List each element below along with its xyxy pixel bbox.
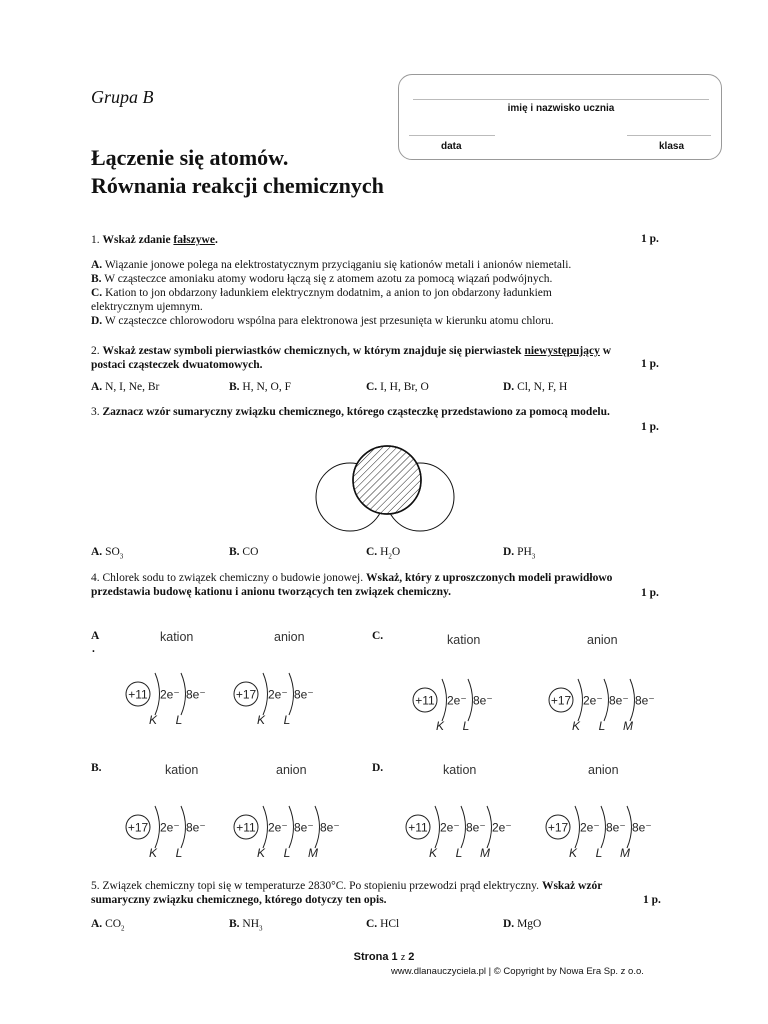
model-c-anion-shell-electrons: 8e⁻ <box>609 693 629 708</box>
model-d-anion-shell-electrons: 8e⁻ <box>632 820 652 835</box>
model-b-anion-label: anion <box>276 763 307 777</box>
q1-option-b[interactable]: B. W cząsteczce amoniaku atomy wodoru łączą się z atomem azotu za pomocą wiązań podwójnych. <box>91 273 553 285</box>
model-b-anion-shell-arc <box>263 806 268 848</box>
model-d-anion-shell-name: L <box>595 846 603 860</box>
q1-option-c[interactable]: C. Kation to jon obdarzony ładunkiem elektrycznym dodatnim, a anion to jon obdarzony ładunkiem <box>91 287 552 299</box>
model-b-anion-shell-name: K <box>256 846 266 860</box>
model-b-anion-shell-electrons: 2e⁻ <box>268 820 288 835</box>
q3-answer-c[interactable]: C. $H_2O$ <box>366 546 401 561</box>
model-a-anion-shell-name: L <box>283 713 291 727</box>
q5-answer-a[interactable]: A. $CO_2$ <box>91 918 125 933</box>
model-c-anion-nucleus-charge: +17 <box>550 693 572 708</box>
model-d-cation-shell-electrons: 2e⁻ <box>492 820 512 835</box>
model-d-cation-shell-arc <box>487 806 492 848</box>
model-d-cation-shell-arc <box>435 806 440 848</box>
model-b-anion-nucleus-charge: +11 <box>236 820 256 835</box>
model-a-cation-shell-name: L <box>175 713 183 727</box>
model-b-anion-shell-arc <box>289 806 294 848</box>
question-3-prompt: 3. Zaznacz wzór sumaryczny związku chemicznego, którego cząsteczkę przedstawiono za pomocą modelu. <box>91 406 610 418</box>
model-b-anion-shell-name: M <box>308 846 318 860</box>
model-d-anion-shell-electrons: 2e⁻ <box>580 820 600 835</box>
question-2-prompt: 2. Wskaż zestaw symboli pierwiastków chemicznych, w którym znajduje się pierwiastek niewystępujący w postaci cząsteczek dwuatomowych. <box>91 345 612 371</box>
model-c-kation-label: kation <box>447 633 481 647</box>
question-4-points: 1 p. <box>641 587 659 599</box>
question-5-prompt: 5. Związek chemiczny topi się w temperaturze 2830°C. Po stopieniu przewodzi prąd elektryczny. Wskaż wzór sumaryczny związku chemicznego, którego dotyczy ten opis. <box>91 880 603 906</box>
model-a-cation-shell-electrons: 2e⁻ <box>160 687 180 702</box>
model-b-cation-shell-name: K <box>148 846 158 860</box>
question-2-points: 1 p. <box>641 358 659 370</box>
title-line-2: Równania reakcji chemicznych <box>91 173 384 198</box>
model-a-anion-shell-electrons: 8e⁻ <box>294 687 314 702</box>
model-c-anion-shell-electrons: 2e⁻ <box>583 693 603 708</box>
model-c-anion-shell-electrons: 8e⁻ <box>635 693 655 708</box>
q4-option-a-dot: . <box>92 643 95 655</box>
copyright-footer: www.dlanauczyciela.pl | © Copyright by Nowa Era Sp. z o.o. <box>391 966 644 977</box>
model-a-cation-shell-electrons: 8e⁻ <box>186 687 206 702</box>
model-c-cation-shell-name: K <box>435 719 445 733</box>
q3-answer-a[interactable]: A. $SO_3$ <box>91 546 124 561</box>
model-c-anion-shell-name: L <box>598 719 606 733</box>
model-a-cation-shell-arc <box>181 673 186 715</box>
model-d-anion-shell-name: M <box>620 846 630 860</box>
q4-option-b-letter[interactable]: B. <box>91 762 102 774</box>
q1-option-d[interactable]: D. W cząsteczce chlorowodoru wspólna para elektronowa jest przesunięta w kierunku atomu chloru. <box>91 315 554 327</box>
model-d-cation-shell-electrons: 8e⁻ <box>466 820 486 835</box>
model-c-cation-shell-electrons: 2e⁻ <box>447 693 467 708</box>
model-d-cation-shell-name: M <box>480 846 490 860</box>
model-d-anion-label: anion <box>588 763 619 777</box>
model-d-anion-shell-arc <box>575 806 580 848</box>
q5-answer-c[interactable]: C. HCl <box>366 918 400 930</box>
title-line-1: Łączenie się atomów. <box>91 145 289 170</box>
q5-answer-d[interactable]: D. MgO <box>503 918 542 930</box>
model-d-anion-shell-arc <box>601 806 606 848</box>
model-d-cation-shell-name: K <box>428 846 438 860</box>
q2-answer-b[interactable]: B. H, N, O, F <box>229 381 291 393</box>
model-b-cation-shell-name: L <box>175 846 183 860</box>
model-c-anion-shell-arc <box>630 679 635 721</box>
model-c-cation-shell-arc <box>442 679 447 721</box>
model-c-anion-shell-name: K <box>571 719 581 733</box>
model-a-anion-nucleus-charge: +17 <box>235 687 257 702</box>
model-d-anion-nucleus-charge: +17 <box>547 820 569 835</box>
q1-option-c-cont: elektrycznym ujemnym. <box>91 301 203 313</box>
model-d-kation-label: kation <box>443 763 477 777</box>
q4-option-d-letter[interactable]: D. <box>372 762 384 774</box>
model-c-cation-shell-arc <box>468 679 473 721</box>
model-b-anion-shell-electrons: 8e⁻ <box>320 820 340 835</box>
model-d-cation-shell-electrons: 2e⁻ <box>440 820 460 835</box>
model-a-anion-shell-electrons: 2e⁻ <box>268 687 288 702</box>
model-a-anion-shell-arc <box>263 673 268 715</box>
model-a-cation-shell-arc <box>155 673 160 715</box>
model-d-anion-shell-arc <box>627 806 632 848</box>
model-c-anion-label: anion <box>587 633 618 647</box>
q2-answer-d[interactable]: D. Cl, N, F, H <box>503 381 568 393</box>
model-b-cation-nucleus-charge: +17 <box>127 820 149 835</box>
model-d-anion-shell-electrons: 8e⁻ <box>606 820 626 835</box>
model-b-cation-shell-arc <box>155 806 160 848</box>
q5-answer-b[interactable]: B. $NH_3$ <box>229 918 263 933</box>
date-label: data <box>441 141 462 152</box>
q2-answer-c[interactable]: C. I, H, Br, O <box>366 381 429 393</box>
model-c-cation-nucleus-charge: +11 <box>415 693 435 708</box>
model-a-anion-label: anion <box>274 630 305 644</box>
model-a-anion-shell-name: K <box>256 713 266 727</box>
model-d-cation-shell-name: L <box>455 846 463 860</box>
model-b-cation-shell-electrons: 8e⁻ <box>186 820 206 835</box>
model-a-anion-shell-arc <box>289 673 294 715</box>
group-label: Grupa B <box>91 87 154 107</box>
page-number: Strona 1 z 2 <box>353 951 415 963</box>
name-label: imię i nazwisko ucznia <box>507 103 615 114</box>
model-c-cation-shell-name: L <box>462 719 470 733</box>
model-c-cation-shell-electrons: 8e⁻ <box>473 693 493 708</box>
model-c-anion-shell-name: M <box>623 719 633 733</box>
model-a-cation-nucleus-charge: +11 <box>128 687 148 702</box>
model-a-kation-label: kation <box>160 630 194 644</box>
model-c-anion-shell-arc <box>604 679 609 721</box>
model-b-cation-shell-electrons: 2e⁻ <box>160 820 180 835</box>
question-1-prompt: 1. Wskaż zdanie fałszywe. <box>91 234 218 246</box>
model-b-anion-shell-arc <box>315 806 320 848</box>
q1-option-a[interactable]: A. Wiązanie jonowe polega na elektrostatycznym przyciąganiu się kationów metali i anionów niemetali. <box>91 259 572 271</box>
model-b-cation-shell-arc <box>181 806 186 848</box>
q4-option-c-letter[interactable]: C. <box>372 630 384 642</box>
model-d-anion-shell-name: K <box>568 846 578 860</box>
model-b-anion-shell-name: L <box>283 846 291 860</box>
question-4-prompt: 4. Chlorek sodu to związek chemiczny o budowie jonowej. Wskaż, który z uproszczonych modeli prawidłowo przedstawia budowę kationu i anionu tworzących ten związek chemiczny. <box>91 572 613 598</box>
question-5-points: 1 p. <box>643 894 661 906</box>
q2-answer-a[interactable]: A. N, I, Ne, Br <box>91 381 160 393</box>
q3-answer-d[interactable]: D. $PH_3$ <box>503 546 536 561</box>
model-d-cation-nucleus-charge: +11 <box>408 820 428 835</box>
model-c-anion-shell-arc <box>578 679 583 721</box>
q3-answer-b[interactable]: B. CO <box>229 546 259 558</box>
q4-option-a-letter[interactable]: A <box>91 630 100 642</box>
model-a-cation-shell-name: K <box>148 713 158 727</box>
model-b-anion-shell-electrons: 8e⁻ <box>294 820 314 835</box>
model-d-cation-shell-arc <box>461 806 466 848</box>
question-3-points: 1 p. <box>641 421 659 433</box>
model-b-kation-label: kation <box>165 763 199 777</box>
class-label: klasa <box>659 141 685 152</box>
question-1-points: 1 p. <box>641 233 659 245</box>
